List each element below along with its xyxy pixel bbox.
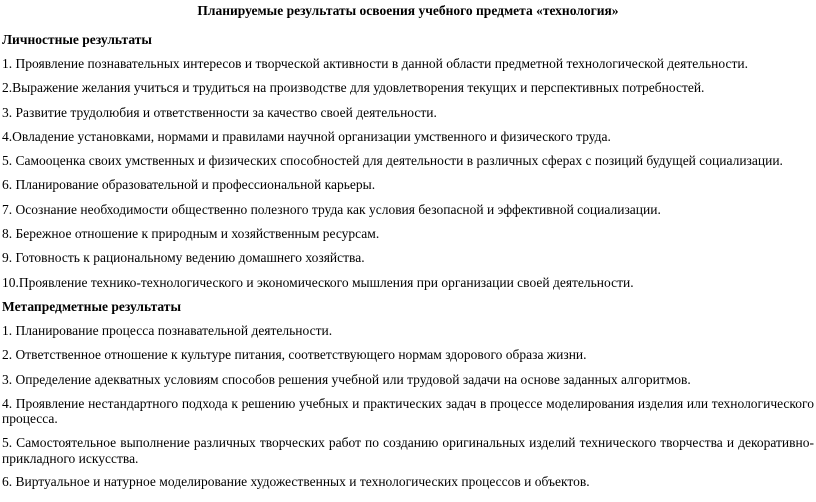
metasubject-result-4: 4. Проявление нестандартного подхода к решению учебных и практических задач в процессе моделирования изделия или технологического процесса. xyxy=(2,395,814,427)
personal-result-10: 10.Проявление технико-технологического и экономического мышления при организации своей деятельности. xyxy=(2,274,634,290)
metasubject-result-2: 2. Ответственное отношение к культуре питания, соответствующего нормам здорового образа жизни. xyxy=(2,347,587,363)
personal-result-5: 5. Самооценка своих умственных и физических способностей для деятельности в различных сферах с позиций будущей социализации. xyxy=(2,153,783,169)
metasubject-result-5: 5. Самостоятельное выполнение различных творческих работ по созданию оригинальных изделий технического творчества и декоративно-прикладного искусства. xyxy=(2,435,814,466)
metasubject-result-1: 1. Планирование процесса познавательной деятельности. xyxy=(2,322,333,338)
personal-result-4: 4.Овладение установками, нормами и правилами научной организации умственного и физического труда. xyxy=(2,128,611,144)
section-heading-metasubject: Метапредметные результаты xyxy=(2,298,181,314)
personal-result-2: 2.Выражение желания учиться и трудиться на производстве для удовлетворения текущих и перспективных потребностей. xyxy=(2,80,705,96)
document-title: Планируемые результаты освоения учебного предмета «технология» xyxy=(197,3,619,18)
personal-result-1: 1. Проявление познавательных интересов и творческой активности в данной области предметной технологической деятельности. xyxy=(2,56,748,71)
metasubject-result-6: 6. Виртуальное и натурное моделирование художественных и технологических процессов и объектов. xyxy=(2,474,590,490)
personal-result-3: 3. Развитие трудолюбия и ответственности за качество своей деятельности. xyxy=(2,104,437,120)
personal-result-9: 9. Готовность к рациональному ведению домашнего хозяйства. xyxy=(2,250,365,266)
personal-result-8: 8. Бережное отношение к природным и хозяйственным ресурсам. xyxy=(2,226,380,242)
personal-result-7: 7. Осознание необходимости общественно полезного труда как условия безопасной и эффективной социализации. xyxy=(2,201,661,217)
metasubject-result-3: 3. Определение адекватных условиям способов решения учебной или трудовой задачи на основе заданных алгоритмов. xyxy=(2,371,691,387)
personal-result-6: 6. Планирование образовательной и профессиональной карьеры. xyxy=(2,177,376,193)
section-heading-personal: Личностные результаты xyxy=(2,32,152,47)
